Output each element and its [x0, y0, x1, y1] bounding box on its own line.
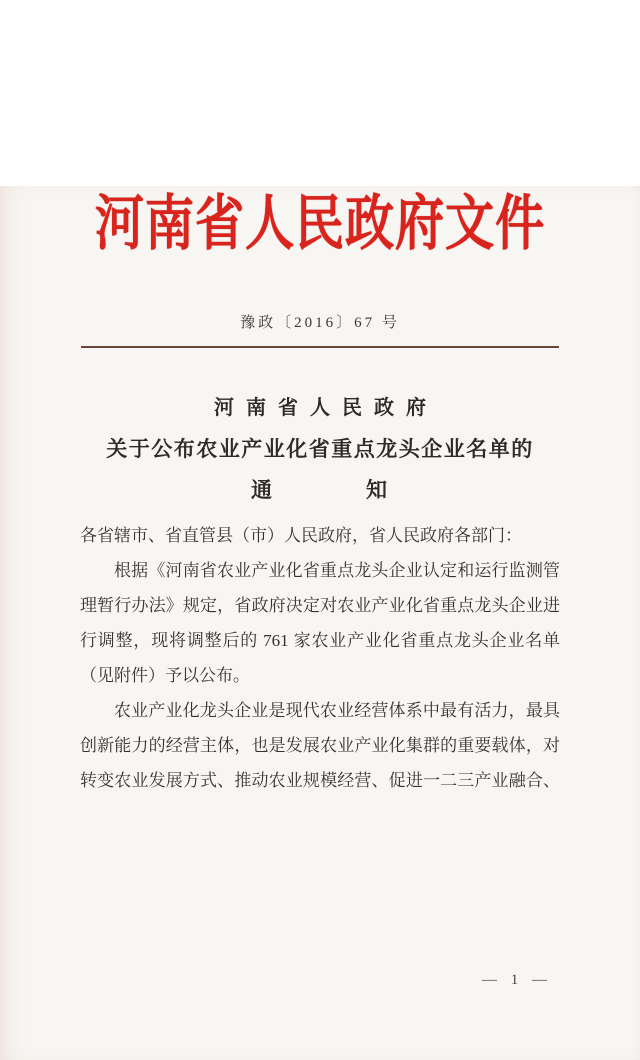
header-separator-rule: [81, 346, 559, 348]
document-header-title: 河南省人民政府文件: [94, 191, 546, 257]
text-line: （见附件）予以公布。: [80, 666, 250, 685]
scanned-document-page: [0, 186, 640, 1060]
text-line: 各省辖市、省直管县（市）人民政府，省人民政府各部门：: [80, 526, 522, 545]
paragraph: [80, 518, 560, 553]
title-subject: 关于公布农业产业化省重点龙头企业名单的: [106, 437, 534, 461]
text-line: 根据《河南省农业产业化省重点龙头企业认定和运行监测管: [114, 561, 560, 580]
document-body: [80, 518, 560, 798]
page-number: — 1 —: [482, 972, 552, 988]
text-line: 理暂行办法》规定，省政府决定对农业产业化省重点龙头企业进: [80, 596, 560, 615]
paragraph: [80, 693, 560, 798]
text-line: 行调整，现将调整后的 761 家农业产业化省重点龙头企业名单: [80, 631, 560, 650]
title-notice: 通 知: [251, 478, 389, 502]
text-line: 创新能力的经营主体，也是发展农业产业化集群的重要载体，对: [80, 736, 560, 755]
text-line: 转变农业发展方式、推动农业规模经营、促进一二三产业融合、: [80, 771, 560, 790]
document-title-block: [0, 388, 640, 511]
document-number: 豫政〔2016〕67 号: [240, 315, 400, 331]
paragraph: [80, 553, 560, 693]
text-line: 农业产业化龙头企业是现代农业经营体系中最有活力，最具: [114, 701, 560, 720]
title-issuer: 河南省人民政府: [214, 397, 438, 419]
